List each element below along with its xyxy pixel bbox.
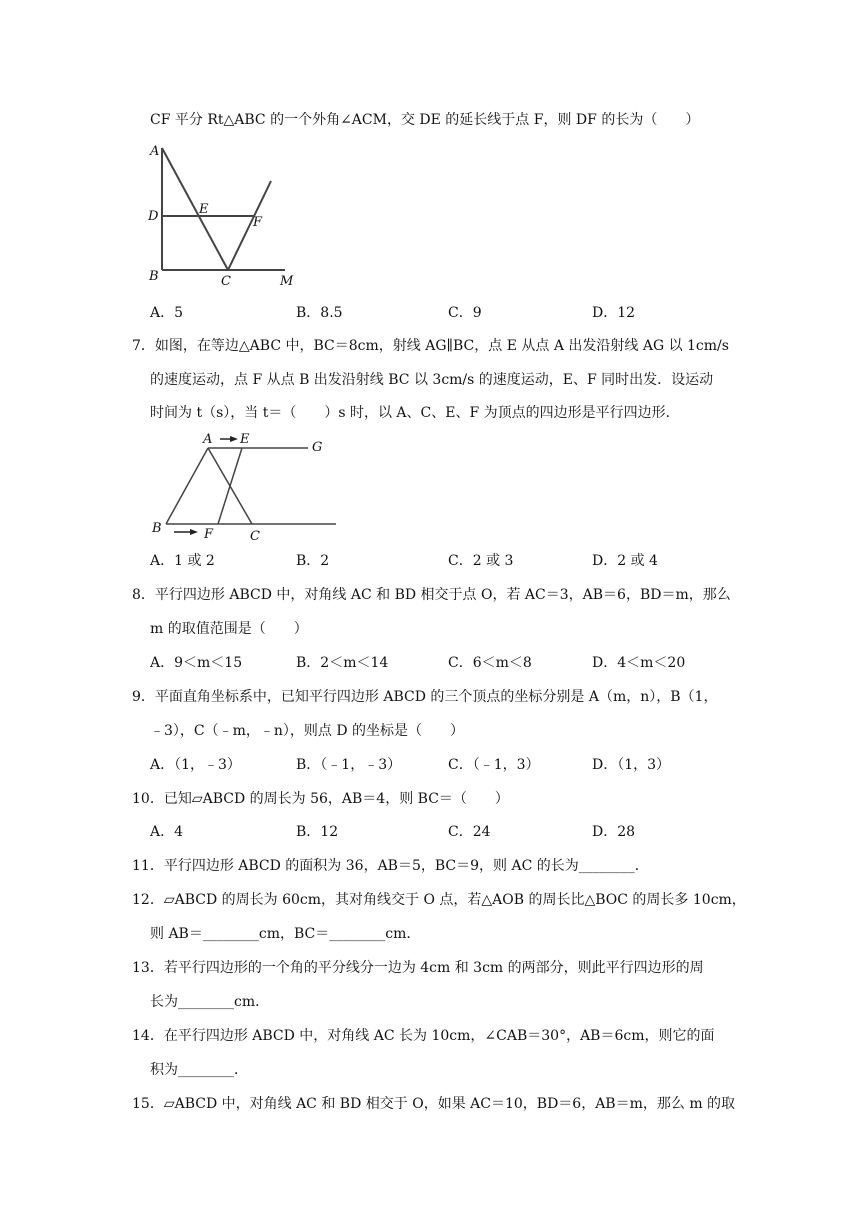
q7-text-line1: 7．如图，在等边△ABC 中，BC＝8cm，射线 AG∥BC，点 E 从点 A 出发沿射线 AG 以 1cm/s (132, 338, 729, 354)
q7-label-c: C (250, 529, 260, 544)
q6-label-m: M (280, 274, 294, 289)
q8-option-b: B．2＜m＜14 (296, 655, 389, 671)
q11-text-line1: 11．平行四边形 ABCD 的面积为 36，AB＝5，BC＝9，则 AC 的长为________． (132, 858, 649, 874)
q8-option-c: C．6＜m＜8 (448, 655, 532, 671)
q9-option-a: A．（1，﹣3） (150, 757, 241, 773)
q7-label-b: B (152, 521, 162, 536)
q14-text-line2: 积为________． (150, 1062, 248, 1078)
q15-text-line1: 15．▱ABCD 中，对角线 AC 和 BD 相交于 O，如果 AC＝10，BD＝6，AB＝m，那么 m 的取 (132, 1096, 736, 1112)
q7-option-b: B．2 (296, 553, 330, 569)
q7-option-c: C．2 或 3 (448, 553, 514, 569)
q6-option-b: B．8.5 (296, 305, 343, 321)
q6-figure (140, 140, 310, 290)
q10-text-line1: 10．已知▱ABCD 的周长为 56，AB＝4，则 BC＝（ ） (132, 791, 509, 807)
q8-text-line2: m 的取值范围是（ ） (150, 621, 308, 637)
q9-option-c: C．（﹣1，3） (448, 757, 540, 773)
q6-label-c: C (221, 274, 231, 289)
q8-option-d: D．4＜m＜20 (592, 655, 686, 671)
q7-option-a: A．1 或 2 (150, 553, 215, 569)
q6-option-d: D．12 (592, 305, 636, 321)
q12-text-line1: 12．▱ABCD 的周长为 60cm，其对角线交于 O 点，若△AOB 的周长比△BOC 的周长多 10cm， (132, 892, 746, 908)
q7-label-g: G (312, 440, 323, 455)
q6-label-a: A (150, 144, 160, 159)
q10-option-d: D．28 (592, 824, 636, 840)
q13-text-line2: 长为________cm． (150, 994, 270, 1010)
q7-text-line2: 的速度运动，点 F 从点 B 出发沿射线 BC 以 3cm/s 的速度运动，E、F 同时出发．设运动 (150, 372, 714, 388)
q6-label-d: D (148, 209, 159, 224)
q10-option-c: C．24 (448, 824, 491, 840)
q9-option-b: B．（﹣1，﹣3） (296, 757, 402, 773)
q6-option-a: A．5 (150, 305, 184, 321)
q7-option-d: D．2 或 4 (592, 553, 658, 569)
q9-text-line2: ﹣3），C（﹣m，﹣n），则点 D 的坐标是（ ） (150, 723, 465, 739)
q6-label-f: F (253, 215, 263, 230)
q8-option-a: A．9＜m＜15 (150, 655, 243, 671)
q13-text-line1: 13．若平行四边形的一个角的平分线分一边为 4cm 和 3cm 的两部分，则此平行四边形的周 (132, 960, 704, 976)
q6-option-c: C．9 (448, 305, 482, 321)
q6-label-e: E (199, 202, 209, 217)
q7-label-e: E (240, 432, 250, 447)
q12-text-line2: 则 AB＝________cm，BC＝________cm． (150, 926, 421, 942)
q10-option-b: B．12 (296, 824, 339, 840)
q8-text-line1: 8．平行四边形 ABCD 中，对角线 AC 和 BD 相交于点 O，若 AC＝3，AB＝6，BD＝m，那么 (132, 587, 731, 603)
q10-option-a: A．4 (150, 824, 184, 840)
q14-text-line1: 14．在平行四边形 ABCD 中，对角线 AC 长为 10cm，∠CAB＝30°，AB＝6cm，则它的面 (132, 1028, 715, 1044)
q7-figure (140, 430, 350, 545)
q7-label-f: F (204, 527, 214, 542)
q7-text-line3: 时间为 t（s），当 t＝（ ）s 时，以 A、C、E、F 为顶点的四边形是平行四边形． (150, 405, 680, 421)
q6-text-line1: CF 平分 Rt△ABC 的一个外角∠ACM，交 DE 的延长线于点 F，则 DF 的长为（ ） (150, 112, 700, 128)
q9-option-d: D．（1，3） (592, 757, 671, 773)
q7-label-a: A (203, 432, 213, 447)
q6-label-b: B (149, 269, 159, 284)
q9-text-line1: 9．平面直角坐标系中，已知平行四边形 ABCD 的三个顶点的坐标分别是 A（m，n），B（1， (132, 689, 718, 705)
